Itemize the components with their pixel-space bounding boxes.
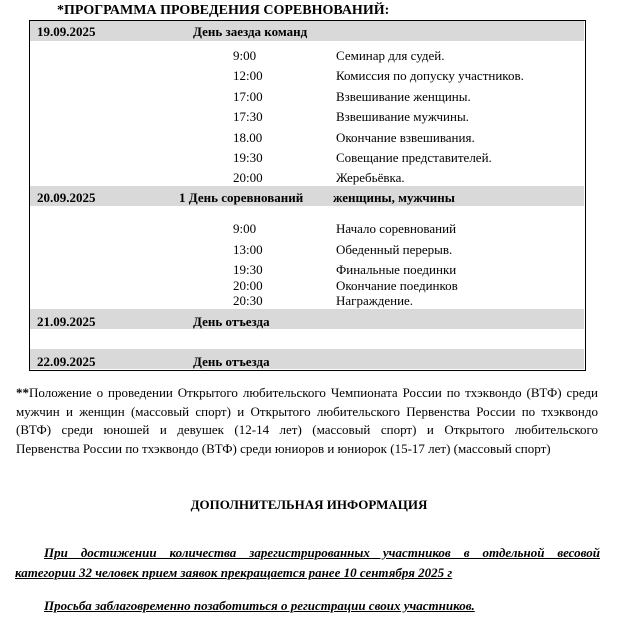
event-time: 20:00 bbox=[233, 278, 263, 293]
event-text: Окончание поединков bbox=[336, 278, 458, 293]
note-line: При достижении количества зарегистрированных участников в отдельной весовой bbox=[44, 545, 600, 560]
event-text: Семинар для судей. bbox=[336, 48, 445, 63]
day-header-row bbox=[30, 309, 584, 329]
registration-reminder-note bbox=[44, 596, 600, 616]
event-time: 12:00 bbox=[233, 68, 263, 83]
footnote-line: мужчин и женщин (массовый спорт) и Открытого любительского Первенства России по тхэквондо bbox=[16, 403, 598, 419]
day-participants: женщины, мужчины bbox=[333, 190, 455, 205]
note-line: категории 32 человек прием заявок прекращается ранее 10 сентября 2025 г bbox=[15, 565, 453, 580]
day-label: День заезда команд bbox=[193, 24, 308, 39]
event-text: Начало соревнований bbox=[336, 221, 457, 236]
event-text: Финальные поединки bbox=[336, 262, 457, 277]
event-text: Взвешивание женщины. bbox=[336, 89, 471, 104]
regulation-footnote bbox=[16, 384, 598, 458]
footnote-text: Положение о проведении Открытого любительского Чемпионата России по тхэквондо (ВТФ) среди bbox=[29, 385, 598, 400]
day-label: День отъезда bbox=[193, 354, 270, 369]
event-text: Комиссия по допуску участников. bbox=[336, 68, 524, 83]
event-text: Совещание представителей. bbox=[336, 150, 492, 165]
day-header-row bbox=[30, 186, 584, 206]
event-time: 18.00 bbox=[233, 130, 263, 145]
event-time: 19:30 bbox=[233, 150, 263, 165]
event-text: Награждение. bbox=[336, 293, 414, 308]
event-time: 13:00 bbox=[233, 242, 263, 257]
day-date: 22.09.2025 bbox=[37, 354, 96, 369]
event-time: 9:00 bbox=[233, 48, 257, 63]
event-time: 20:00 bbox=[233, 170, 263, 185]
footnote-line bbox=[16, 384, 598, 403]
footnote-marker: ** bbox=[16, 385, 29, 400]
event-text: Окончание взвешивания. bbox=[336, 130, 475, 145]
event-text: Обеденный перерыв. bbox=[336, 242, 453, 257]
event-time: 17:00 bbox=[233, 89, 263, 104]
event-time: 9:00 bbox=[233, 221, 257, 236]
day-label: День отъезда bbox=[193, 314, 270, 329]
program-title: *ПРОГРАММА ПРОВЕДЕНИЯ СОРЕВНОВАНИЙ: bbox=[57, 3, 390, 18]
registration-limit-note bbox=[15, 543, 600, 583]
footnote-line: Первенства России по тхэквондо (ВТФ) среди юниоров и юниорок (15-17 лет) (массовый спорт) bbox=[16, 440, 551, 456]
event-time: 19:30 bbox=[233, 262, 263, 277]
footnote-line: (ВТФ) среди юношей и девушек (12-14 лет) (массовый спорт) и Открытого любительского bbox=[16, 422, 598, 437]
additional-info-heading: ДОПОЛНИТЕЛЬНАЯ ИНФОРМАЦИЯ bbox=[190, 497, 428, 512]
event-time: 17:30 bbox=[233, 109, 263, 124]
day-header-row bbox=[30, 349, 584, 369]
day-date: 21.09.2025 bbox=[37, 314, 96, 329]
event-text: Взвешивание мужчины. bbox=[336, 109, 469, 124]
event-text: Жеребьёвка. bbox=[336, 170, 405, 185]
day-date: 19.09.2025 bbox=[37, 24, 96, 39]
day-label: 1 День соревнований bbox=[179, 190, 304, 205]
event-time: 20:30 bbox=[233, 293, 263, 308]
day-date: 20.09.2025 bbox=[37, 190, 96, 205]
note-line: Просьба заблаговременно позаботиться о регистрации своих участников. bbox=[44, 598, 475, 613]
